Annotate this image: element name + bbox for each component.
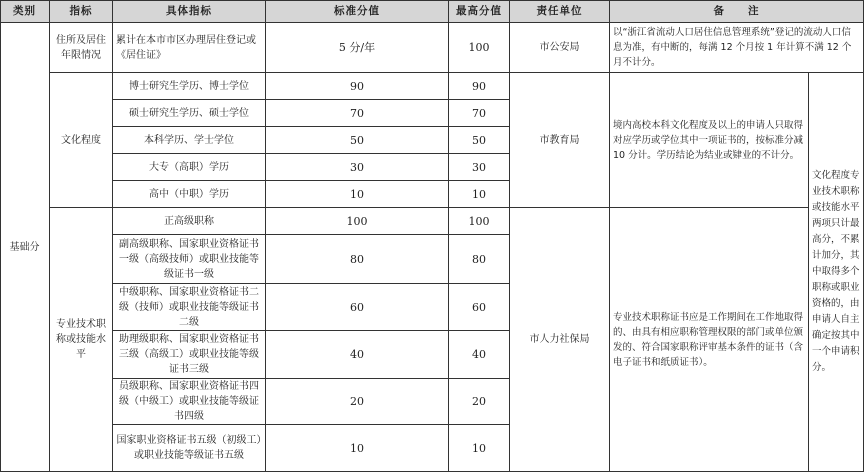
header-note: 备 注 [610, 0, 864, 23]
max-residence: 100 [449, 23, 510, 73]
note-education: 境内高校本科文化程度及以上的申请人只取得对应学历或学位其中一项证书的，按标准分减 10 分计。学历结论为结业或肄业的不计分。 [610, 73, 809, 208]
unit-residence: 市公安局 [510, 23, 610, 73]
max-professional-row: 60 [449, 284, 510, 331]
specific-professional-row: 副高级职称、国家职业资格证书一级（高级技师）或职业技能等级证书一级 [113, 235, 266, 284]
specific-education-row: 本科学历、学士学位 [113, 127, 266, 154]
specific-education-row: 硕士研究生学历、硕士学位 [113, 100, 266, 127]
specific-professional-row: 助理级职称、国家职业资格证书三级（高级工）或职业技能等级证书三级 [113, 331, 266, 379]
max-professional-row: 100 [449, 208, 510, 235]
max-education-row: 70 [449, 100, 510, 127]
specific-education-row: 高中（中职）学历 [113, 181, 266, 208]
standard-professional-row: 40 [266, 331, 449, 379]
header-category: 类别 [0, 0, 50, 23]
max-education-row: 30 [449, 154, 510, 181]
standard-education-row: 10 [266, 181, 449, 208]
max-education-row: 50 [449, 127, 510, 154]
category-cell: 基础分 [0, 23, 50, 472]
specific-professional-row: 员级职称、国家职业资格证书四级（中级工）或职业技能等级证书四级 [113, 379, 266, 425]
specific-education-row: 大专（高职）学历 [113, 154, 266, 181]
header-indicator: 指标 [50, 0, 113, 23]
indicator-education: 文化程度 [50, 73, 113, 208]
side-note: 文化程度专业技术职称或技能水平两项只计最高分，不累计加分，其中取得多个职称或职业资格的，由申请人自主确定按其中一个申请积分。 [809, 73, 864, 472]
standard-education-row: 90 [266, 73, 449, 100]
max-professional-row: 20 [449, 379, 510, 425]
specific-professional-row: 中级职称、国家职业资格证书二级（技师）或职业技能等级证书二级 [113, 284, 266, 331]
max-professional-row: 80 [449, 235, 510, 284]
standard-education-row: 30 [266, 154, 449, 181]
standard-professional-row: 60 [266, 284, 449, 331]
header-specific: 具体指标 [113, 0, 266, 23]
standard-residence: 5 分/年 [266, 23, 449, 73]
header-standard: 标准分值 [266, 0, 449, 23]
header-max: 最高分值 [449, 0, 510, 23]
max-professional-row: 10 [449, 425, 510, 472]
max-professional-row: 40 [449, 331, 510, 379]
indicator-residence: 住所及居住年限情况 [50, 23, 113, 73]
header-unit: 责任单位 [510, 0, 610, 23]
standard-professional-row: 10 [266, 425, 449, 472]
standard-professional-row: 20 [266, 379, 449, 425]
unit-education: 市教育局 [510, 73, 610, 208]
standard-education-row: 50 [266, 127, 449, 154]
standard-education-row: 70 [266, 100, 449, 127]
standard-professional-row: 80 [266, 235, 449, 284]
standard-professional-row: 100 [266, 208, 449, 235]
max-education-row: 90 [449, 73, 510, 100]
max-education-row: 10 [449, 181, 510, 208]
specific-professional-row: 正高级职称 [113, 208, 266, 235]
specific-professional-row: 国家职业资格证书五级（初级工）或职业技能等级证书五级 [113, 425, 266, 472]
unit-professional: 市人力社保局 [510, 208, 610, 472]
indicator-professional: 专业技术职称或技能水平 [50, 208, 113, 472]
note-professional: 专业技术职称证书应是工作期间在工作地取得的、由具有相应职称管理权限的部门或单位颁发的、符合国家职称评审基本条件的证书（含电子证书和纸质证书）。 [610, 208, 809, 472]
note-residence: 以“浙江省流动人口居住信息管理系统”登记的流动人口信息为准，有中断的，每满 12 个月按 1 年计算不满 12 个月不计分。 [610, 23, 864, 73]
specific-education-row: 博士研究生学历、博士学位 [113, 73, 266, 100]
specific-residence: 累计在本市市区办理居住登记或《居住证》 [113, 23, 266, 73]
